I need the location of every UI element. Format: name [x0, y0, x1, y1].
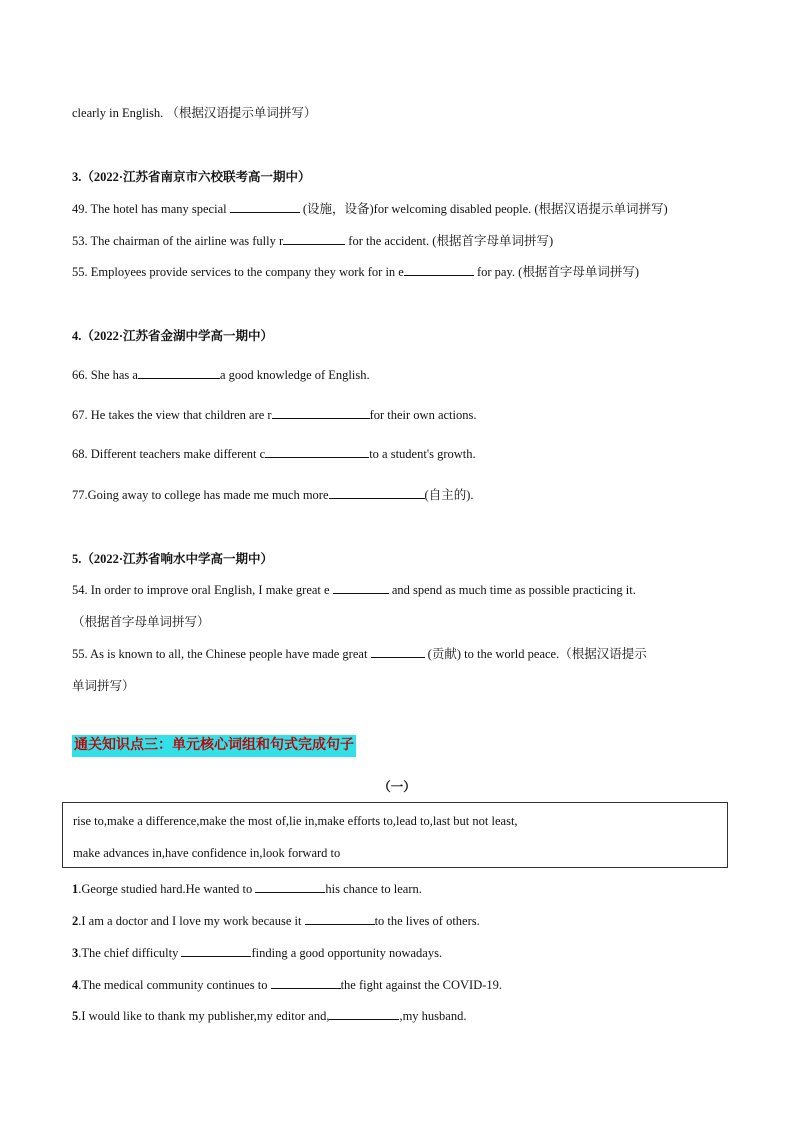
word-bank-line-2: make advances in,have confidence in,look forward to	[73, 846, 341, 860]
word-bank-box	[62, 802, 728, 868]
answer-blank[interactable]	[255, 880, 325, 893]
exercise-item-3: 3.The chief difficulty finding a good opportunity nowadays.	[72, 946, 443, 960]
question-66: 66. She has a a good knowledge of English.	[72, 368, 370, 382]
question-54-hint: （根据首字母单词拼写）	[72, 615, 210, 629]
section-heading-5: 5.（2022·江苏省响水中学高一期中）	[72, 552, 274, 566]
answer-blank[interactable]	[329, 1007, 399, 1020]
section-heading-4: 4.（2022·江苏省金湖中学高一期中）	[72, 329, 274, 343]
answer-blank[interactable]	[230, 200, 300, 213]
answer-blank[interactable]	[271, 976, 341, 989]
question-68: 68. Different teachers make different c to a student's growth.	[72, 447, 476, 461]
exercise-item-4: 4.The medical community continues to the fight against the COVID-19.	[72, 978, 503, 992]
answer-blank[interactable]	[138, 366, 220, 379]
question-54: 54. In order to improve oral English, I make great e and spend as much time as possible practicing it.	[72, 583, 636, 597]
answer-blank[interactable]	[272, 406, 370, 419]
answer-blank[interactable]	[404, 263, 474, 276]
answer-blank[interactable]	[305, 912, 375, 925]
section-heading-3: 3.（2022·江苏省南京市六校联考高一期中）	[72, 170, 311, 184]
exercise-item-1: 1.George studied hard.He wanted to his chance to learn.	[72, 882, 422, 896]
exercise-item-2: 2.I am a doctor and I love my work because it to the lives of others.	[72, 914, 480, 928]
question-55: 55. Employees provide services to the company they work for in e for pay. (根据首字母单词拼写)	[72, 265, 639, 279]
answer-blank[interactable]	[371, 645, 425, 658]
answer-blank[interactable]	[283, 232, 345, 245]
question-67: 67. He takes the view that children are r for their own actions.	[72, 408, 477, 422]
answer-blank[interactable]	[181, 944, 251, 957]
word-bank-line-1: rise to,make a difference,make the most of,lie in,make efforts to,lead to,last but not least,	[73, 814, 518, 828]
answer-blank[interactable]	[265, 445, 369, 458]
section-title: 通关知识点三：单元核心词组和句式完成句子	[72, 735, 356, 757]
question-55b-hint: 单词拼写）	[72, 679, 135, 693]
answer-blank[interactable]	[329, 486, 425, 499]
question-49: 49. The hotel has many special (设施，设备)for welcoming disabled people. (根据汉语提示单词拼写)	[72, 202, 668, 216]
question-55b: 55. As is known to all, the Chinese people have made great (贡献) to the world peace.（根据汉语提示	[72, 647, 647, 661]
question-53: 53. The chairman of the airline was fully r for the accident. (根据首字母单词拼写)	[72, 234, 554, 248]
subsection-label: （一）	[378, 780, 416, 794]
exercise-item-5: 5.I would like to thank my publisher,my editor and, ,my husband.	[72, 1009, 467, 1023]
top-line: clearly in English. （根据汉语提示单词拼写）	[72, 106, 317, 120]
question-77: 77.Going away to college has made me much more (自主的).	[72, 488, 474, 502]
answer-blank[interactable]	[333, 581, 389, 594]
